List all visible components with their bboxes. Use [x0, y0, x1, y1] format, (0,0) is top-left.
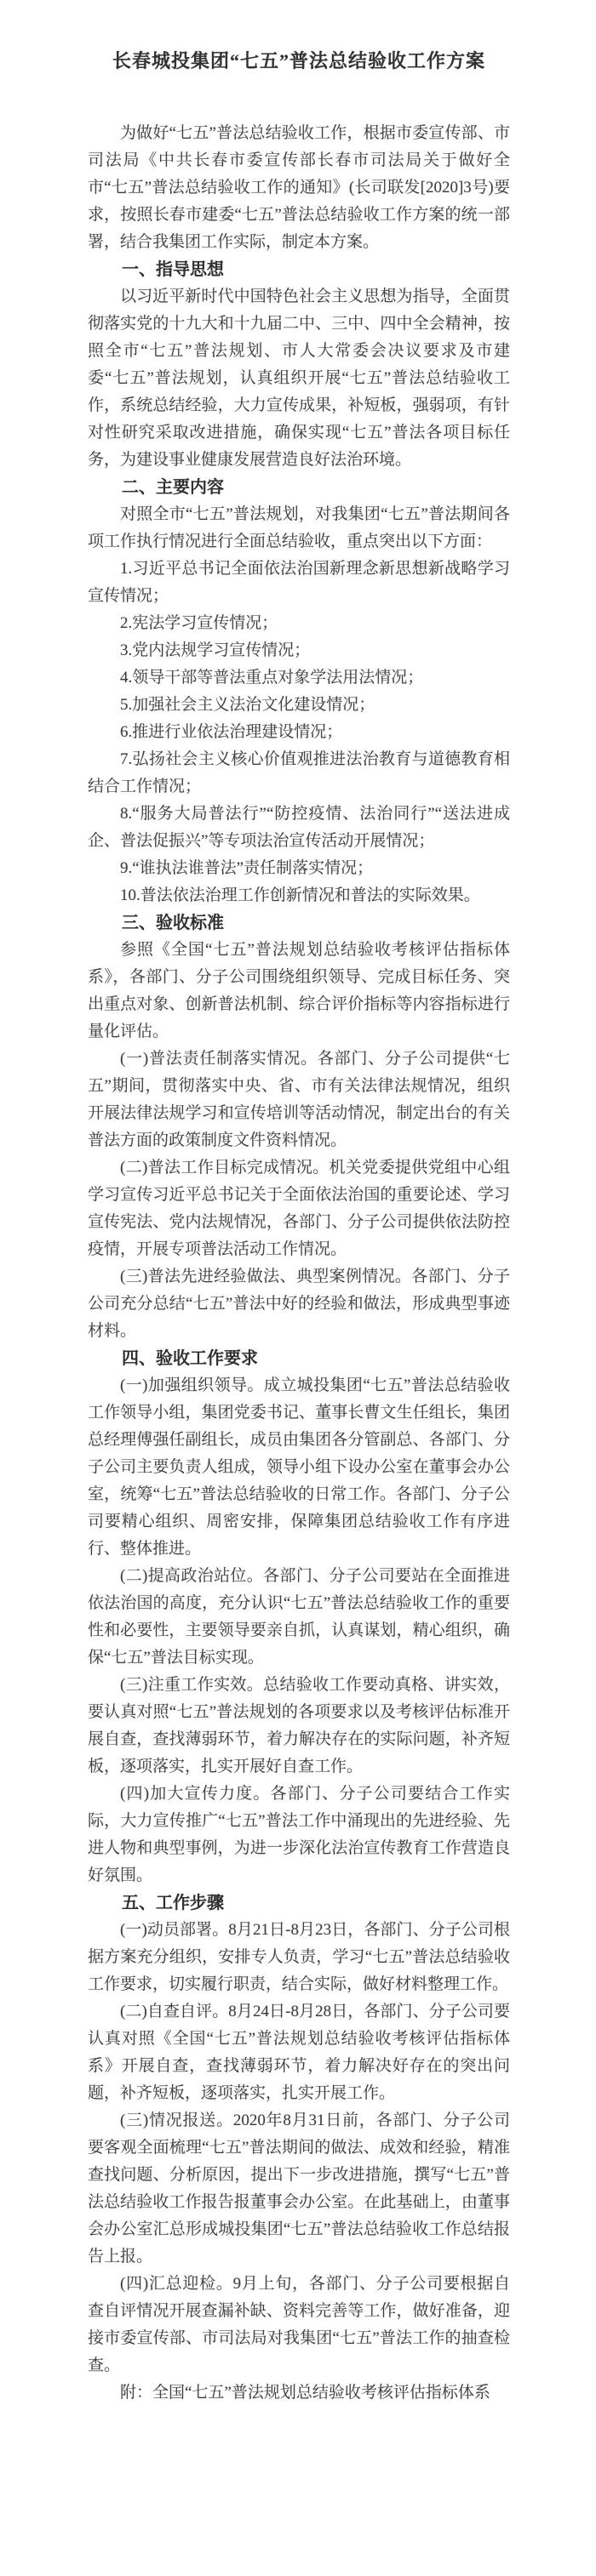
paragraph: 以习近平新时代中国特色社会主义思想为指导，全面贯彻落实党的十九大和十九届二中、三中、四中全会精神，按照全市“七五”普法规划、市人大常委会决议要求及市建委“七五”普法规划，认真组织开展“七五”普法总结验收工作，系统总结经验，大力宣传成果，补短板，强弱项，有针对性研究采取改进措施，确保实现“七五”普法各项目标任务，为建设事业健康发展营造良好法治环境。 — [88, 288, 510, 469]
paragraph: (四)汇总迎检。9月上旬，各部门、分子公司要根据自查自评情况开展查漏补缺、资料完善等工作，做好准备，迎接市委宣传部、市司法局对我集团“七五”普法工作的抽查检查。 — [88, 2275, 510, 2374]
list-item: 1.习近平总书记全面依法治国新理念新思想新战略学习宣传情况； — [88, 560, 510, 605]
list-item: 3.党内法规学习宣传情况； — [120, 641, 311, 659]
paragraph: (三)情况报送。2020年8月31日前，各部门、分子公司要客观全面梳理“七五”普法期间的做法、成效和经验，精准查找问题、分析原因，提出下一步改进措施，撰写“七五”普法总结验收工作报告报董事会办公室。在此基础上，由董事会办公室汇总形成城投集团“七五”普法总结验收工作总结报告上报。 — [88, 2112, 510, 2265]
paragraph: 参照《全国“七五”普法规划总结验收考核评估指标体系》，各部门、分子公司围绕组织领导、完成目标任务、突出重点对象、创新普法机制、综合评价指标等内容指标进行量化评估。 — [88, 941, 510, 1040]
paragraph: (四)加大宣传力度。各部门、分子公司要结合工作实际，大力宣传推广“七五”普法工作中涌现出的先进经验、先进人物和典型事例，为进一步深化法治宣传教育工作营造良好氛围。 — [88, 1785, 510, 1884]
section-heading: 五、工作步骤 — [122, 1894, 224, 1912]
list-item: 5.加强社会主义法治文化建设情况； — [120, 696, 375, 714]
list-item: 4.领导干部等普法重点对象学法用法情况； — [120, 669, 424, 687]
section-heading: 四、验收工作要求 — [122, 1349, 258, 1368]
document-title: 长春城投集团“七五”普法总结验收工作方案 — [112, 50, 485, 71]
paragraph: (二)普法工作目标完成情况。机关党委提供党组中心组学习宣传习近平总书记关于全面依法治国的重要论述、学习宣传宪法、党内法规情况，各部门、分子公司提供依法防控疫情，开展专项普法活动工作情况。 — [88, 1159, 510, 1258]
list-item: 2.宪法学习宣传情况； — [120, 614, 278, 632]
list-item: 7.弘扬社会主义核心价值观推进法治教育与道德教育相结合工作情况； — [88, 750, 510, 795]
paragraph: (三)注重工作实效。总结验收工作要动真格、讲实效，要认真对照“七五”普法规划的各项要求以及考核评估标准开展自查，查找薄弱环节，着力解决存在的实际问题，补齐短板，逐项落实，扎实开展好自查工作。 — [88, 1676, 510, 1775]
paragraph: 对照全市“七五”普法规划，对我集团“七五”普法期间各项工作执行情况进行全面总结验收，重点突出以下方面： — [88, 505, 510, 550]
paragraph: (一)动员部署。8月21日-8月23日，各部门、分子公司根据方案充分组织，安排专人负责，学习“七五”普法总结验收工作要求，切实履行职责，结合实际，做好材料整理工作。 — [88, 1921, 510, 1993]
paragraph: (一)普法责任制落实情况。各部门、分子公司提供“七五”期间，贯彻落实中央、省、市有关法律法规情况，组织开展法律法规学习和宣传培训等活动情况，制定出台的有关普法方面的政策制度文件资料情况。 — [88, 1050, 510, 1149]
list-item: 9.“谁执法谁普法”责任制落实情况； — [120, 859, 374, 877]
list-item: 10.普法依法治理工作创新情况和普法的实际效果。 — [120, 886, 480, 904]
paragraph: (二)自查自评。8月24日-8月28日，各部门、分子公司要认真对照《全国“七五”普法规划总结验收考核评估指标体系》开展自查，查找薄弱环节，着力解决好存在的突出问题，补齐短板，逐项落实，扎实开展工作。 — [88, 2003, 510, 2102]
attachment-note: 附：全国“七五”普法规划总结验收考核评估指标体系 — [120, 2384, 490, 2402]
list-item: 8.“服务大局普法行”“防控疫情、法治同行”“送法进成企、普法促振兴”等专项法治宣传活动开展情况； — [88, 805, 510, 850]
paragraph: (一)加强组织领导。成立城投集团“七五”普法总结验收工作领导小组，集团党委书记、董事长曹文生任组长，集团总经理傅强任副组长，成员由集团各分管副总、各部门、分子公司主要负责人组成，领导小组下设办公室在董事会办公室，统筹“七五”普法总结验收的日常工作。各部门、分子公司要精心组织、周密安排，保障集团总结验收工作有序进行、整体推进。 — [88, 1376, 510, 1558]
paragraph: (二)提高政治站位。各部门、分子公司要站在全面推进依法治国的高度，充分认识“七五”普法总结验收工作的重要性和必要性，主要领导要亲自抓，认真谋划，精心组织，确保“七五”普法目标实现。 — [88, 1567, 510, 1667]
list-item: 6.推进行业依法治理建设情况； — [120, 723, 343, 741]
document-body — [88, 120, 510, 2407]
section-heading: 二、主要内容 — [122, 478, 224, 497]
paragraph: (三)普法先进经验做法、典型案例情况。各部门、分子公司充分总结“七五”普法中好的经验和做法，形成典型事迹材料。 — [88, 1268, 510, 1340]
section-heading: 一、指导思想 — [122, 260, 224, 279]
document-content — [88, 0, 510, 2407]
paragraph: 为做好“七五”普法总结验收工作，根据市委宣传部、市司法局《中共长春市委宣传部长春市司法局关于做好全市“七五”普法总结验收工作的通知》(长司联发[2020]3号)要求，按照长春市建委“七五”普法总结验收工作方案的统一部署，结合我集团工作实际，制定本方案。 — [88, 124, 510, 251]
section-heading: 三、验收标准 — [122, 914, 224, 932]
